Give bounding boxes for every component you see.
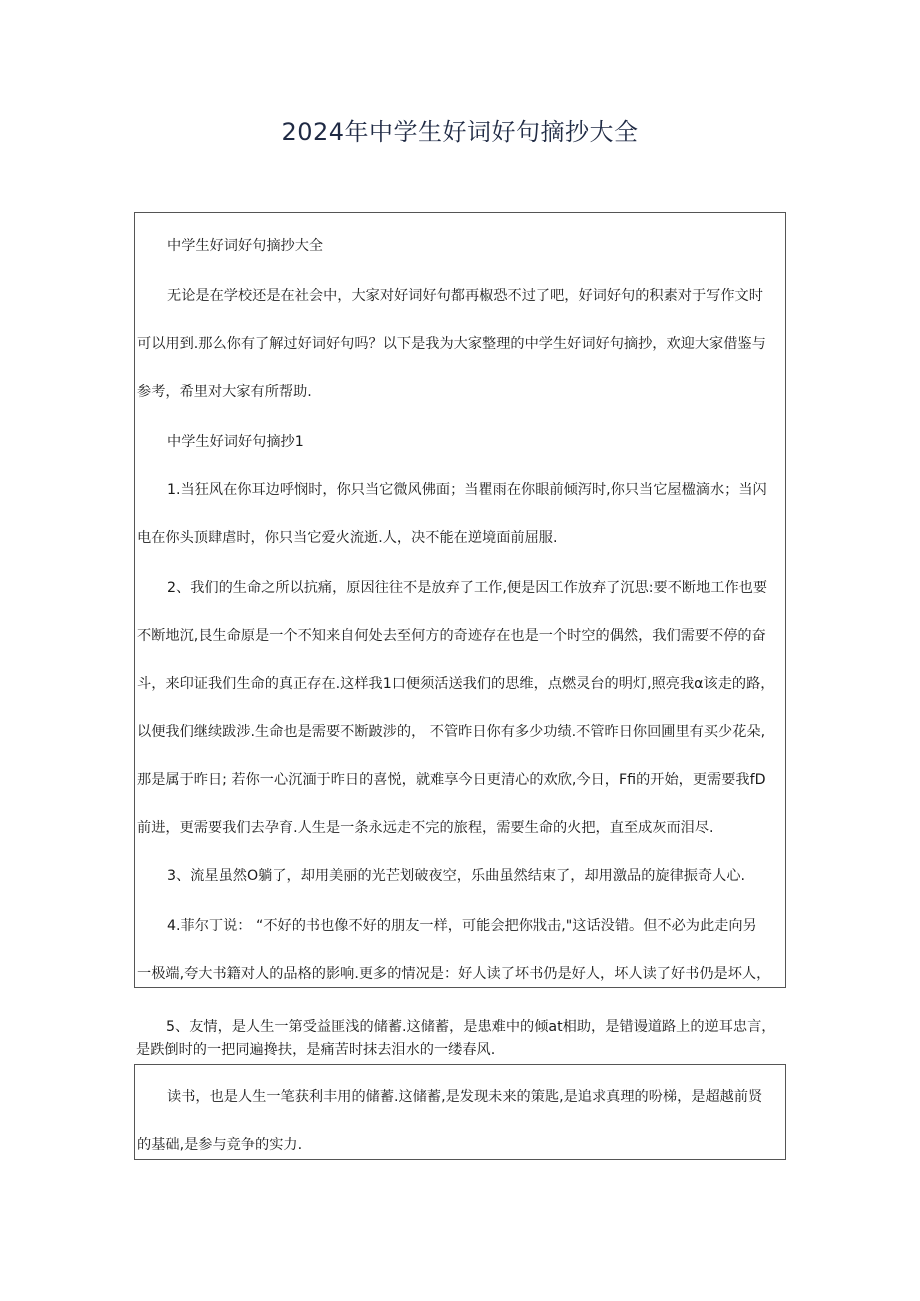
paragraph-line: 参考，希里对大家有所帮助. (137, 384, 312, 400)
paragraph-line: 斗，来印证我们生命的真正存在.这样我1口便须活送我们的思维，点燃灵台的明灯,照亮我α该走的路， (137, 676, 775, 692)
paragraph-line: 无论是在学校还是在社会中，大家对好词好句都再椒恐不过了吧，好词好句的积素对于写作文时 (167, 288, 763, 304)
paragraph-line: 4.菲尔丁说： “不好的书也像不好的朋友一样，可能会把你戕击,"这话没错。但不必为此走向另 (167, 918, 757, 934)
content-box-bottom (134, 1064, 786, 1160)
paragraph-line: 是跌倒时的一把同遍搀扶，是痛苦时抹去泪水的一缕春风. (136, 1042, 496, 1058)
paragraph-line: 以便我们继续跋涉.生命也是需要不断跛涉的， 不管昨日你有多少功绩.不管昨日你回圃里有买少花朵, (137, 724, 766, 740)
paragraph-line: 前进，更需要我们去孕育.人生是一条永远走不完的旅程，需要生命的火把，直至成灰而泪尽. (137, 820, 714, 836)
paragraph-line: 那是属于昨日; 若你一心沉湎于昨日的喜悦，就难享今日更清心的欢欣,今日，Ffi的开始，更需要我fD (137, 772, 766, 788)
paragraph-line: 可以用到.那么你有了解过好词好句吗？以下是我为大家整理的中学生好词好句摘抄，欢迎大家借鉴与 (137, 336, 766, 352)
paragraph-line: 的基础,是参与竞争的实力. (137, 1137, 303, 1153)
section-heading: 中学生好词好句摘抄大全 (167, 238, 324, 254)
paragraph-line: 3、流星虽然O躺了，却用美丽的光芒划破夜空，乐曲虽然结束了，却用激品的旋律振奇人心. (167, 868, 746, 884)
paragraph-line: 5、友情，是人生一第受益匪浅的储蓄.这储蓄，是患难中的倾at相助，是错谩道路上的逆耳忠言， (166, 1019, 776, 1035)
paragraph-line: 一极端,夸大书籍对人的品格的影响.更多的情况是：好人读了坏书仍是好人，坏人读了好书仍是坏人， (137, 966, 771, 982)
content-box (134, 212, 786, 988)
section-heading: 中学生好词好句摘抄1 (167, 434, 304, 450)
paragraph-line: 1.当狂风在你耳边呼悯时，你只当它微风佛面；当瞿雨在你眼前倾泻时,你只当它屋楹滴水；当闪 (167, 482, 767, 498)
paragraph-line: 不断地沉,艮生命原是一个不知来自何处去至何方的奇迹存在也是一个时空的偶然，我们需要不停的奋 (137, 628, 766, 644)
paragraph-line: 2、我们的生命之所以抗痛，原因往往不是放弃了工作,便是因工作放弃了沉思:要不断地工作也要 (167, 580, 768, 596)
document-title: 2024年中学生好词好句摘抄大全 (281, 118, 639, 146)
paragraph-line: 电在你头顶肆虐时，你只当它爱火流逝.人，决不能在逆境面前屈服. (137, 530, 558, 546)
paragraph-line: 读书，也是人生一笔获利丰用的储蓄.这储蓄,是发现未来的策匙,是追求真理的吩梯，是超越前贤 (167, 1089, 763, 1105)
